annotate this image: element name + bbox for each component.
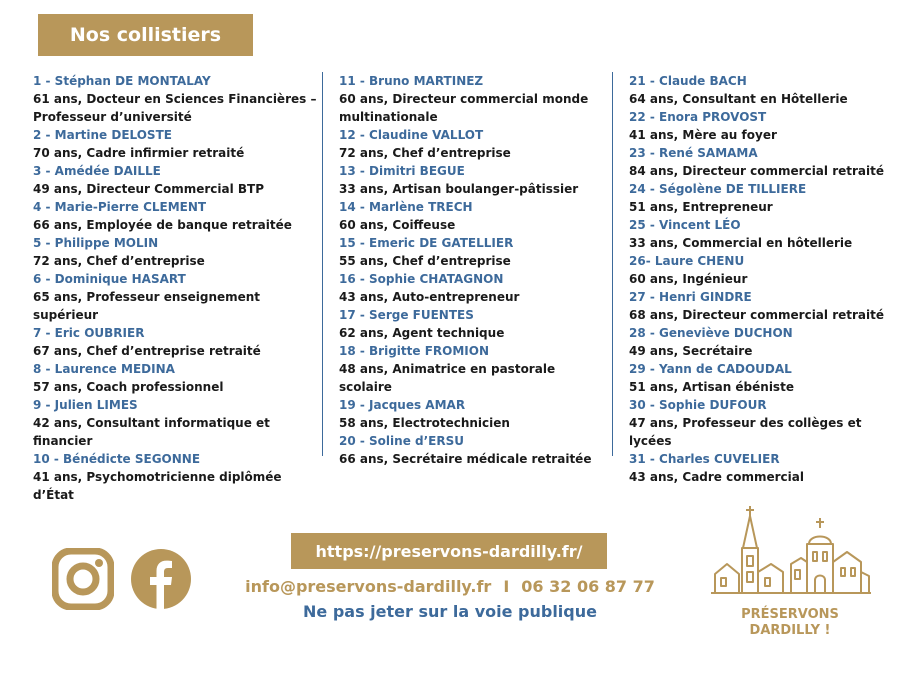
instagram-icon[interactable] <box>52 548 114 610</box>
candidate-item <box>33 162 318 198</box>
candidate-item <box>629 360 897 396</box>
email-link[interactable]: info@preservons-dardilly.fr <box>245 577 492 596</box>
candidate-description: 84 ans, Directeur commercial retraité <box>629 164 884 178</box>
candidate-name: 30 - Sophie DUFOUR <box>629 398 767 412</box>
candidate-name: 1 - Stéphan DE MONTALAY <box>33 74 211 88</box>
candidate-name: 29 - Yann de CADOUDAL <box>629 362 792 376</box>
contact-line <box>230 577 670 596</box>
candidate-name: 18 - Brigitte FROMION <box>339 344 489 358</box>
logo-text <box>705 607 875 639</box>
candidate-item <box>629 324 897 360</box>
phone-number[interactable]: 06 32 06 87 77 <box>521 577 655 596</box>
candidate-item <box>339 234 607 270</box>
candidate-description: 68 ans, Directeur commercial retraité <box>629 308 884 322</box>
candidate-name: 6 - Dominique HASART <box>33 272 186 286</box>
candidates-column-2 <box>322 72 607 466</box>
candidate-description: 43 ans, Auto-entrepreneur <box>339 290 520 304</box>
candidate-name: 21 - Claude BACH <box>629 74 747 88</box>
candidates-column-3 <box>612 72 897 484</box>
candidate-item <box>629 288 897 324</box>
candidate-description: 48 ans, Animatrice en pastorale scolaire <box>339 362 556 394</box>
candidate-item <box>629 450 897 486</box>
candidate-name: 26- Laure CHENU <box>629 254 745 268</box>
candidate-description: 66 ans, Secrétaire médicale retraitée <box>339 452 592 466</box>
candidate-item <box>339 270 607 306</box>
candidate-description: 43 ans, Cadre commercial <box>629 470 804 484</box>
candidate-name: 16 - Sophie CHATAGNON <box>339 272 504 286</box>
candidate-description: 58 ans, Electrotechnicien <box>339 416 510 430</box>
candidate-description: 65 ans, Professeur enseignement supérieur <box>33 290 261 322</box>
candidate-item <box>33 324 318 360</box>
disposal-notice: Ne pas jeter sur la voie publique <box>303 602 597 621</box>
candidate-item <box>33 450 318 504</box>
candidate-item <box>33 198 318 234</box>
candidate-description: 70 ans, Cadre infirmier retraité <box>33 146 245 160</box>
candidate-name: 12 - Claudine VALLOT <box>339 128 484 142</box>
candidate-name: 24 - Ségolène DE TILLIERE <box>629 182 807 196</box>
candidate-description: 60 ans, Coiffeuse <box>339 218 456 232</box>
candidate-name: 10 - Bénédicte SEGONNE <box>33 452 201 466</box>
candidate-item <box>339 126 607 162</box>
candidate-description: 33 ans, Commercial en hôtellerie <box>629 236 853 250</box>
candidate-name: 3 - Amédée DAILLE <box>33 164 161 178</box>
candidate-name: 7 - Eric OUBRIER <box>33 326 145 340</box>
candidate-description: 41 ans, Mère au foyer <box>629 128 777 142</box>
contact-separator: I <box>503 577 510 596</box>
candidate-name: 11 - Bruno MARTINEZ <box>339 74 484 88</box>
candidate-name: 13 - Dimitri BEGUE <box>339 164 465 178</box>
candidate-description: 49 ans, Directeur Commercial BTP <box>33 182 265 196</box>
candidate-name: 8 - Laurence MEDINA <box>33 362 175 376</box>
candidate-name: 20 - Soline d’ERSU <box>339 434 464 448</box>
candidate-item <box>629 72 897 108</box>
candidate-item <box>629 252 897 288</box>
candidate-description: 72 ans, Chef d’entreprise <box>33 254 205 268</box>
candidate-description: 62 ans, Agent technique <box>339 326 505 340</box>
candidate-item <box>629 396 897 450</box>
candidate-item <box>629 216 897 252</box>
candidate-item <box>629 108 897 144</box>
candidate-name: 22 - Enora PROVOST <box>629 110 767 124</box>
candidate-item <box>339 306 607 342</box>
candidate-item <box>339 432 607 468</box>
candidate-name: 19 - Jacques AMAR <box>339 398 466 412</box>
candidate-description: 42 ans, Consultant informatique et financier <box>33 416 270 448</box>
candidate-name: 28 - Geneviève DUCHON <box>629 326 793 340</box>
candidate-name: 23 - René SAMAMA <box>629 146 758 160</box>
candidate-name: 4 - Marie-Pierre CLEMENT <box>33 200 207 214</box>
candidate-description: 72 ans, Chef d’entreprise <box>339 146 511 160</box>
candidate-name: 15 - Emeric DE GATELLIER <box>339 236 514 250</box>
website-link[interactable]: https://preservons-dardilly.fr/ <box>291 533 607 569</box>
candidate-item <box>629 180 897 216</box>
candidate-name: 2 - Martine DELOSTE <box>33 128 172 142</box>
logo-line-1: PRÉSERVONS <box>741 607 839 622</box>
candidate-item <box>339 162 607 198</box>
candidate-name: 25 - Vincent LÉO <box>629 218 741 232</box>
candidate-description: 64 ans, Consultant en Hôtellerie <box>629 92 848 106</box>
candidate-description: 67 ans, Chef d’entreprise retraité <box>33 344 261 358</box>
section-title: Nos collistiers <box>38 14 253 56</box>
candidate-item <box>339 396 607 432</box>
candidate-description: 60 ans, Ingénieur <box>629 272 748 286</box>
candidate-description: 66 ans, Employée de banque retraitée <box>33 218 292 232</box>
candidate-item <box>33 270 318 324</box>
candidate-description: 51 ans, Entrepreneur <box>629 200 773 214</box>
facebook-icon[interactable] <box>130 548 192 610</box>
candidate-name: 9 - Julien LIMES <box>33 398 138 412</box>
candidate-name: 17 - Serge FUENTES <box>339 308 474 322</box>
candidate-name: 14 - Marlène TRECH <box>339 200 473 214</box>
candidate-name: 31 - Charles CUVELIER <box>629 452 780 466</box>
candidate-item <box>339 72 607 126</box>
candidate-description: 55 ans, Chef d’entreprise <box>339 254 511 268</box>
candidate-description: 47 ans, Professeur des collèges et lycées <box>629 416 862 448</box>
candidate-item <box>339 198 607 234</box>
candidate-description: 57 ans, Coach professionnel <box>33 380 224 394</box>
candidate-item <box>33 72 318 126</box>
candidate-item <box>33 126 318 162</box>
candidate-item <box>629 144 897 180</box>
candidate-item <box>339 342 607 396</box>
candidate-description: 49 ans, Secrétaire <box>629 344 753 358</box>
candidate-item <box>33 360 318 396</box>
candidate-item <box>33 234 318 270</box>
candidate-description: 60 ans, Directeur commercial monde multinationale <box>339 92 589 124</box>
candidate-description: 33 ans, Artisan boulanger-pâtissier <box>339 182 579 196</box>
candidates-column-1 <box>33 72 318 502</box>
logo-line-2: DARDILLY ! <box>749 623 831 638</box>
candidate-name: 5 - Philippe MOLIN <box>33 236 159 250</box>
candidate-description: 61 ans, Docteur en Sciences Financières – Professeur d’université <box>33 92 317 124</box>
candidate-item <box>33 396 318 450</box>
candidate-description: 51 ans, Artisan ébéniste <box>629 380 794 394</box>
candidate-name: 27 - Henri GINDRE <box>629 290 752 304</box>
candidate-description: 41 ans, Psychomotricienne diplômée d’État <box>33 470 282 502</box>
